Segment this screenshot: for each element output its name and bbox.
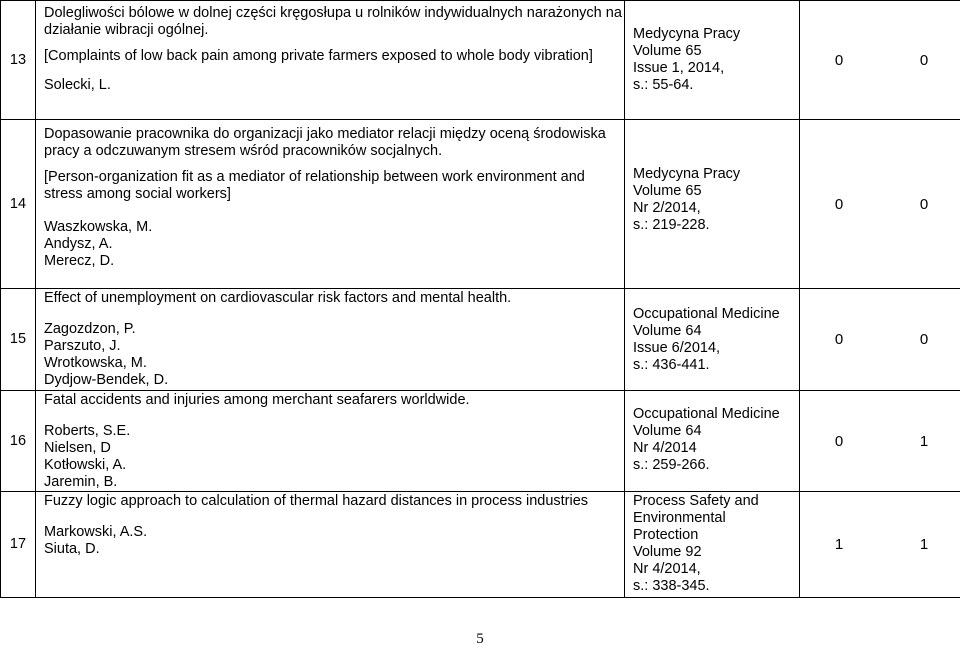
author: Merecz, D. <box>44 253 115 269</box>
author: Jaremin, B. <box>44 474 118 490</box>
score-value: 1 <box>919 536 929 553</box>
source-issue: Nr 2/2014, <box>633 200 701 216</box>
source-journal: Occupational Medicine <box>633 406 780 422</box>
publication-description <box>36 289 625 391</box>
author: Andysz, A. <box>44 236 113 252</box>
journal-source <box>625 289 800 391</box>
author: Parszuto, J. <box>44 338 121 354</box>
source-journal: Medycyna Pracy <box>633 26 741 42</box>
publication-description <box>36 120 625 289</box>
source-pages: s.: 259-266. <box>633 457 710 473</box>
source-issue: Issue 6/2014, <box>633 340 721 356</box>
table-row <box>1 391 960 492</box>
page-number: 5 <box>476 631 484 647</box>
source-issue: Nr 4/2014 <box>633 440 697 456</box>
publication-description <box>36 391 625 492</box>
author: Solecki, L. <box>44 77 111 93</box>
author: Dydjow-Bendek, D. <box>44 372 169 388</box>
author: Waszkowska, M. <box>44 219 153 235</box>
author: Siuta, D. <box>44 541 100 557</box>
title-polish: Effect of unemployment on cardiovascular risk factors and mental health. <box>44 290 512 306</box>
score-value: 0 <box>919 331 929 348</box>
score-cell <box>800 391 960 492</box>
score-cell <box>800 1 960 120</box>
score-cell <box>800 120 960 289</box>
source-journal: Protection <box>633 527 699 543</box>
source-journal: Medycyna Pracy <box>633 166 741 182</box>
row-number: 17 <box>1 492 36 598</box>
table-row <box>1 289 960 391</box>
score-value: 0 <box>919 195 929 213</box>
score-value: 0 <box>834 195 844 213</box>
score-value: 0 <box>834 432 844 450</box>
table-row <box>1 120 960 289</box>
title-polish: Fatal accidents and injuries among merchant seafarers worldwide. <box>44 392 470 408</box>
source-pages: s.: 436-441. <box>633 357 710 373</box>
source-journal: Environmental <box>633 510 726 526</box>
source-journal: Occupational Medicine <box>633 306 780 322</box>
author: Roberts, S.E. <box>44 423 131 439</box>
score-value: 0 <box>834 51 844 69</box>
title-english: [Complaints of low back pain among private farmers exposed to whole body vibration] <box>44 48 593 64</box>
row-number: 16 <box>1 391 36 492</box>
publication-description <box>36 1 625 120</box>
author: Kotłowski, A. <box>44 457 127 473</box>
score-cell <box>800 492 960 598</box>
score-cell <box>800 289 960 391</box>
title-polish: Dolegliwości bólowe w dolnej części kręgosłupa u rolników indywidualnych narażonych na działanie wibracji ogólnej. <box>44 5 622 38</box>
source-issue: Issue 1, 2014, <box>633 60 725 76</box>
journal-source <box>625 492 800 598</box>
row-number: 13 <box>1 1 36 120</box>
source-pages: s.: 219-228. <box>633 217 710 233</box>
author: Nielsen, D <box>44 440 111 456</box>
title-english: [Person-organization fit as a mediator of relationship between work environment and stress among social workers] <box>44 169 585 202</box>
author: Zagozdzon, P. <box>44 321 136 337</box>
title-polish: Dopasowanie pracownika do organizacji jako mediator relacji między oceną środowiska pracy a odczuwanym stresem wśród pracowników socjalnych. <box>44 126 606 159</box>
author: Markowski, A.S. <box>44 524 148 540</box>
table-row <box>1 492 960 598</box>
source-volume: Volume 64 <box>633 323 702 339</box>
source-volume: Volume 65 <box>633 43 702 59</box>
score-value: 1 <box>919 432 929 450</box>
source-volume: Volume 65 <box>633 183 702 199</box>
source-pages: s.: 338-345. <box>633 578 710 594</box>
source-volume: Volume 64 <box>633 423 702 439</box>
journal-source <box>625 1 800 120</box>
source-volume: Volume 92 <box>633 544 702 560</box>
row-number: 14 <box>1 120 36 289</box>
publication-description <box>36 492 625 598</box>
score-value: 1 <box>834 536 844 553</box>
row-number: 15 <box>1 289 36 391</box>
source-issue: Nr 4/2014, <box>633 561 701 577</box>
score-value: 0 <box>834 331 844 348</box>
journal-source <box>625 120 800 289</box>
author: Wrotkowska, M. <box>44 355 147 371</box>
journal-source <box>625 391 800 492</box>
score-value: 0 <box>919 51 929 69</box>
title-polish: Fuzzy logic approach to calculation of thermal hazard distances in process industries <box>44 493 589 509</box>
source-pages: s.: 55-64. <box>633 77 694 93</box>
source-journal: Process Safety and <box>633 493 759 509</box>
table-row <box>1 1 960 120</box>
